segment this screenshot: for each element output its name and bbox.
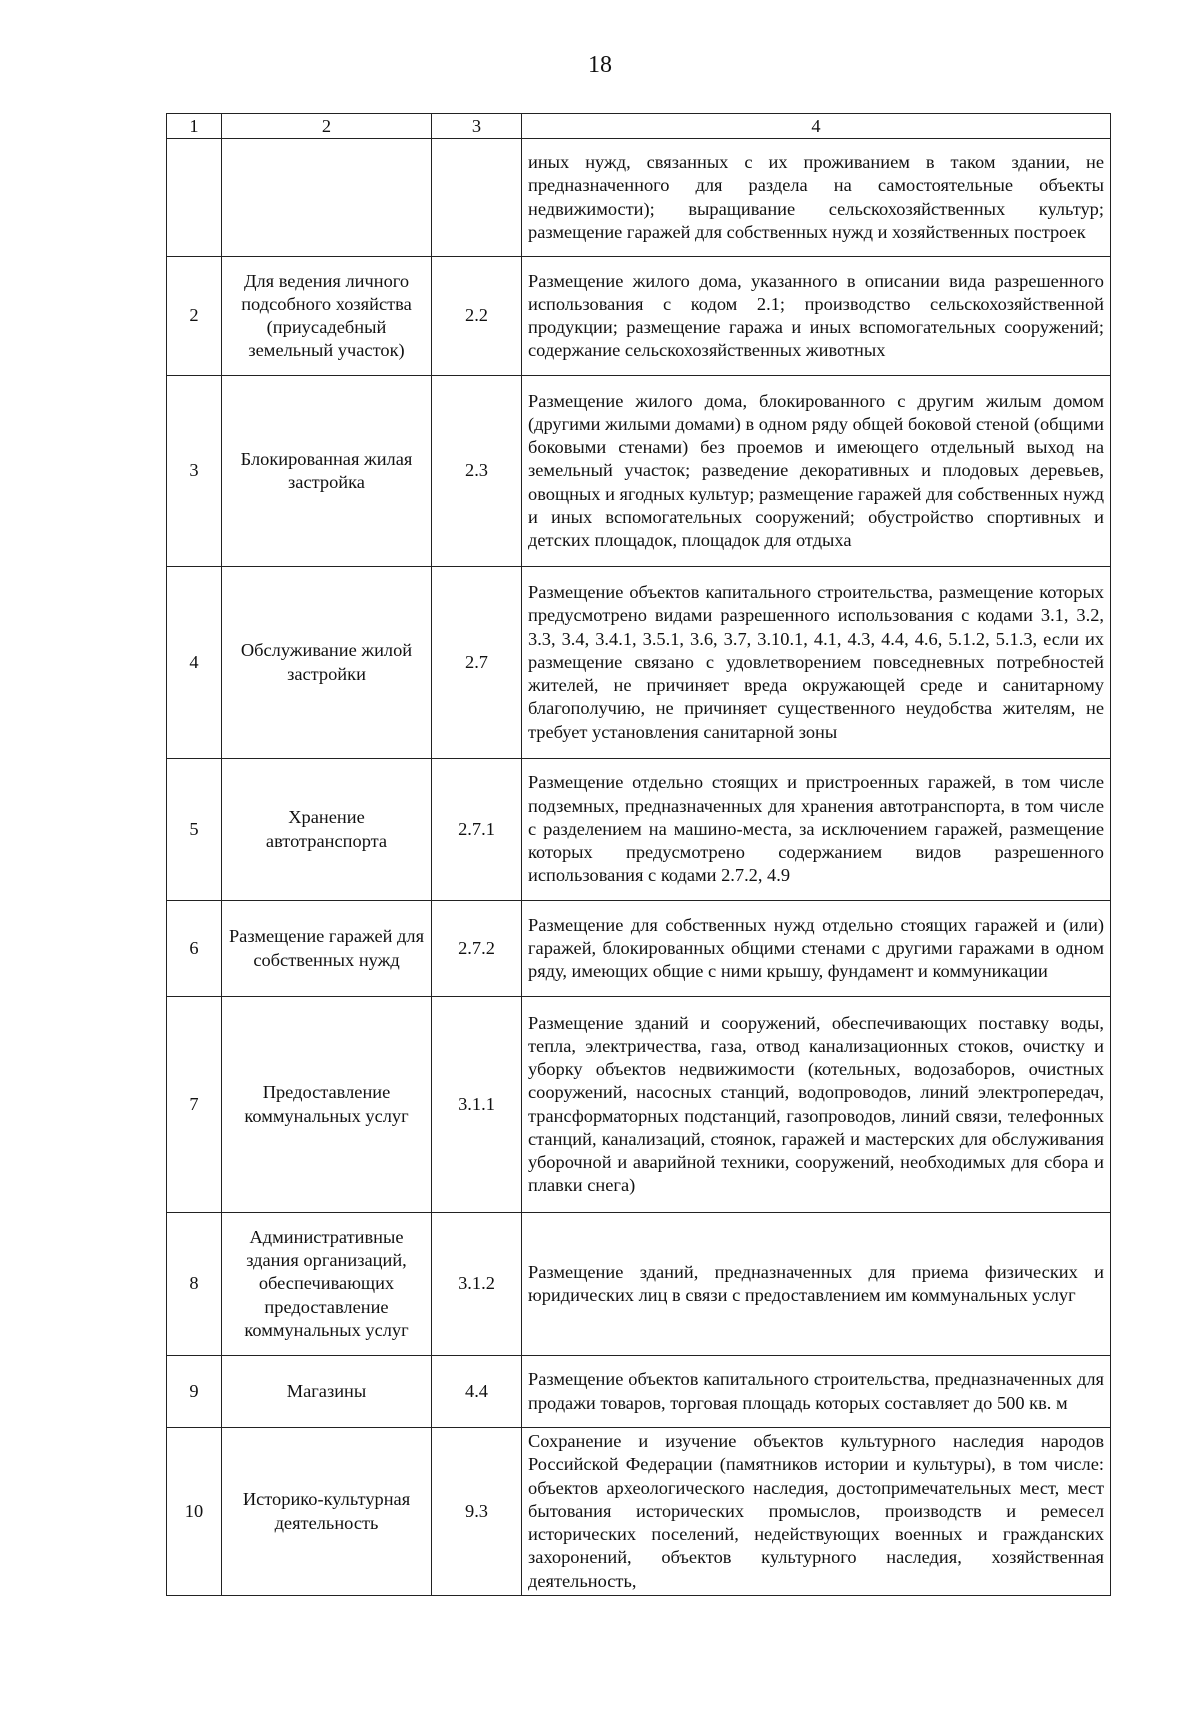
row-code — [432, 139, 522, 257]
table-row — [167, 1213, 1111, 1356]
column-header-code: 3 — [432, 114, 522, 139]
row-code: 2.7.2 — [432, 901, 522, 997]
table-row — [167, 759, 1111, 901]
row-name: Хранение автотранспорта — [222, 759, 432, 901]
row-description: Размещение объектов капитального строительства, предназначенных для продажи товаров, торговая площадь которых составляет до 500 кв. м — [522, 1356, 1111, 1428]
row-number: 7 — [167, 997, 222, 1213]
row-code: 4.4 — [432, 1356, 522, 1428]
table-row — [167, 376, 1111, 567]
row-code: 2.3 — [432, 376, 522, 567]
row-number: 2 — [167, 257, 222, 376]
row-name: Предоставление коммунальных услуг — [222, 997, 432, 1213]
row-number: 5 — [167, 759, 222, 901]
row-code: 2.7.1 — [432, 759, 522, 901]
row-name: Блокированная жилая застройка — [222, 376, 432, 567]
column-header-number: 1 — [167, 114, 222, 139]
table-row — [167, 901, 1111, 997]
row-name: Размещение гаражей для собственных нужд — [222, 901, 432, 997]
row-name: Историко-культурная деятельность — [222, 1428, 432, 1596]
table-header-row — [167, 114, 1111, 139]
row-description: иных нужд, связанных с их проживанием в таком здании, не предназначенного для раздела на самостоятельные объекты недвижимости); выращивание сельскохозяйственных культур; размещение гаражей для собственных нужд и хозяйственных построек — [522, 139, 1111, 257]
table-row — [167, 1356, 1111, 1428]
row-number: 6 — [167, 901, 222, 997]
row-code: 2.2 — [432, 257, 522, 376]
row-description: Размещение зданий и сооружений, обеспечивающих поставку воды, тепла, электричества, газа, отвод канализационных стоков, очистку и уборку объектов недвижимости (котельных, водозаборов, очистных сооружений, насосных станций, водопроводов, линий электропередач, трансформаторных подстанций, газопроводов, линий связи, телефонных станций, канализаций, стоянок, гаражей и мастерских для обслуживания уборочной и аварийной техники, сооружений, необходимых для сбора и плавки снега) — [522, 997, 1111, 1213]
table-row — [167, 997, 1111, 1213]
row-number: 4 — [167, 567, 222, 759]
land-use-table — [166, 113, 1111, 1596]
table-row — [167, 257, 1111, 376]
row-number: 10 — [167, 1428, 222, 1596]
row-description: Размещение жилого дома, указанного в описании вида разрешенного использования с кодом 2.1; производство сельскохозяйственной продукции; размещение гаража и иных вспомогательных сооружений; содержание сельскохозяйственных животных — [522, 257, 1111, 376]
row-code: 3.1.2 — [432, 1213, 522, 1356]
row-description: Сохранение и изучение объектов культурного наследия народов Российской Федерации (памятников истории и культуры), в том числе: объектов археологического наследия, достопримечательных мест, мест бытования исторических промыслов, производств и ремесел исторических поселений, недействующих военных и гражданских захоронений, объектов культурного наследия, хозяйственная деятельность, — [522, 1428, 1111, 1596]
row-code: 9.3 — [432, 1428, 522, 1596]
row-code: 2.7 — [432, 567, 522, 759]
row-name: Магазины — [222, 1356, 432, 1428]
row-name — [222, 139, 432, 257]
row-name: Административные здания организаций, обеспечивающих предоставление коммунальных услуг — [222, 1213, 432, 1356]
table-row — [167, 1428, 1111, 1596]
row-number: 9 — [167, 1356, 222, 1428]
row-description: Размещение объектов капитального строительства, размещение которых предусмотрено видами разрешенного использования с кодами 3.1, 3.2, 3.3, 3.4, 3.4.1, 3.5.1, 3.6, 3.7, 3.10.1, 4.1, 4.3, 4.4, 4.6, 5.1.2, 5.1.3, если их размещение связано с удовлетворением повседневных потребностей жителей, не причиняет вреда окружающей среде и санитарному благополучию, не причиняет существенного неудобства жителям, не требует установления санитарной зоны — [522, 567, 1111, 759]
row-name: Для ведения личного подсобного хозяйства (приусадебный земельный участок) — [222, 257, 432, 376]
row-description: Размещение зданий, предназначенных для приема физических и юридических лиц в связи с предоставлением им коммунальных услуг — [522, 1213, 1111, 1356]
row-number — [167, 139, 222, 257]
row-name: Обслуживание жилой застройки — [222, 567, 432, 759]
table-row — [167, 139, 1111, 257]
column-header-name: 2 — [222, 114, 432, 139]
row-number: 3 — [167, 376, 222, 567]
row-code: 3.1.1 — [432, 997, 522, 1213]
page-number: 18 — [588, 52, 612, 78]
row-number: 8 — [167, 1213, 222, 1356]
row-description: Размещение жилого дома, блокированного с другим жилым домом (другими жилыми домами) в одном ряду общей боковой стеной (общими боковыми стенами) без проемов и имеющего отдельный выход на земельный участок; разведение декоративных и плодовых деревьев, овощных и ягодных культур; размещение гаражей для собственных нужд и иных вспомогательных сооружений; обустройство спортивных и детских площадок, площадок для отдыха — [522, 376, 1111, 567]
row-description: Размещение для собственных нужд отдельно стоящих гаражей и (или) гаражей, блокированных общими стенами с другими гаражами в одном ряду, имеющих общие с ними крышу, фундамент и коммуникации — [522, 901, 1111, 997]
row-description: Размещение отдельно стоящих и пристроенных гаражей, в том числе подземных, предназначенных для хранения автотранспорта, в том числе с разделением на машино-места, за исключением гаражей, размещение которых предусмотрено содержанием видов разрешенного использования с кодами 2.7.2, 4.9 — [522, 759, 1111, 901]
column-header-description: 4 — [522, 114, 1111, 139]
table-row — [167, 567, 1111, 759]
